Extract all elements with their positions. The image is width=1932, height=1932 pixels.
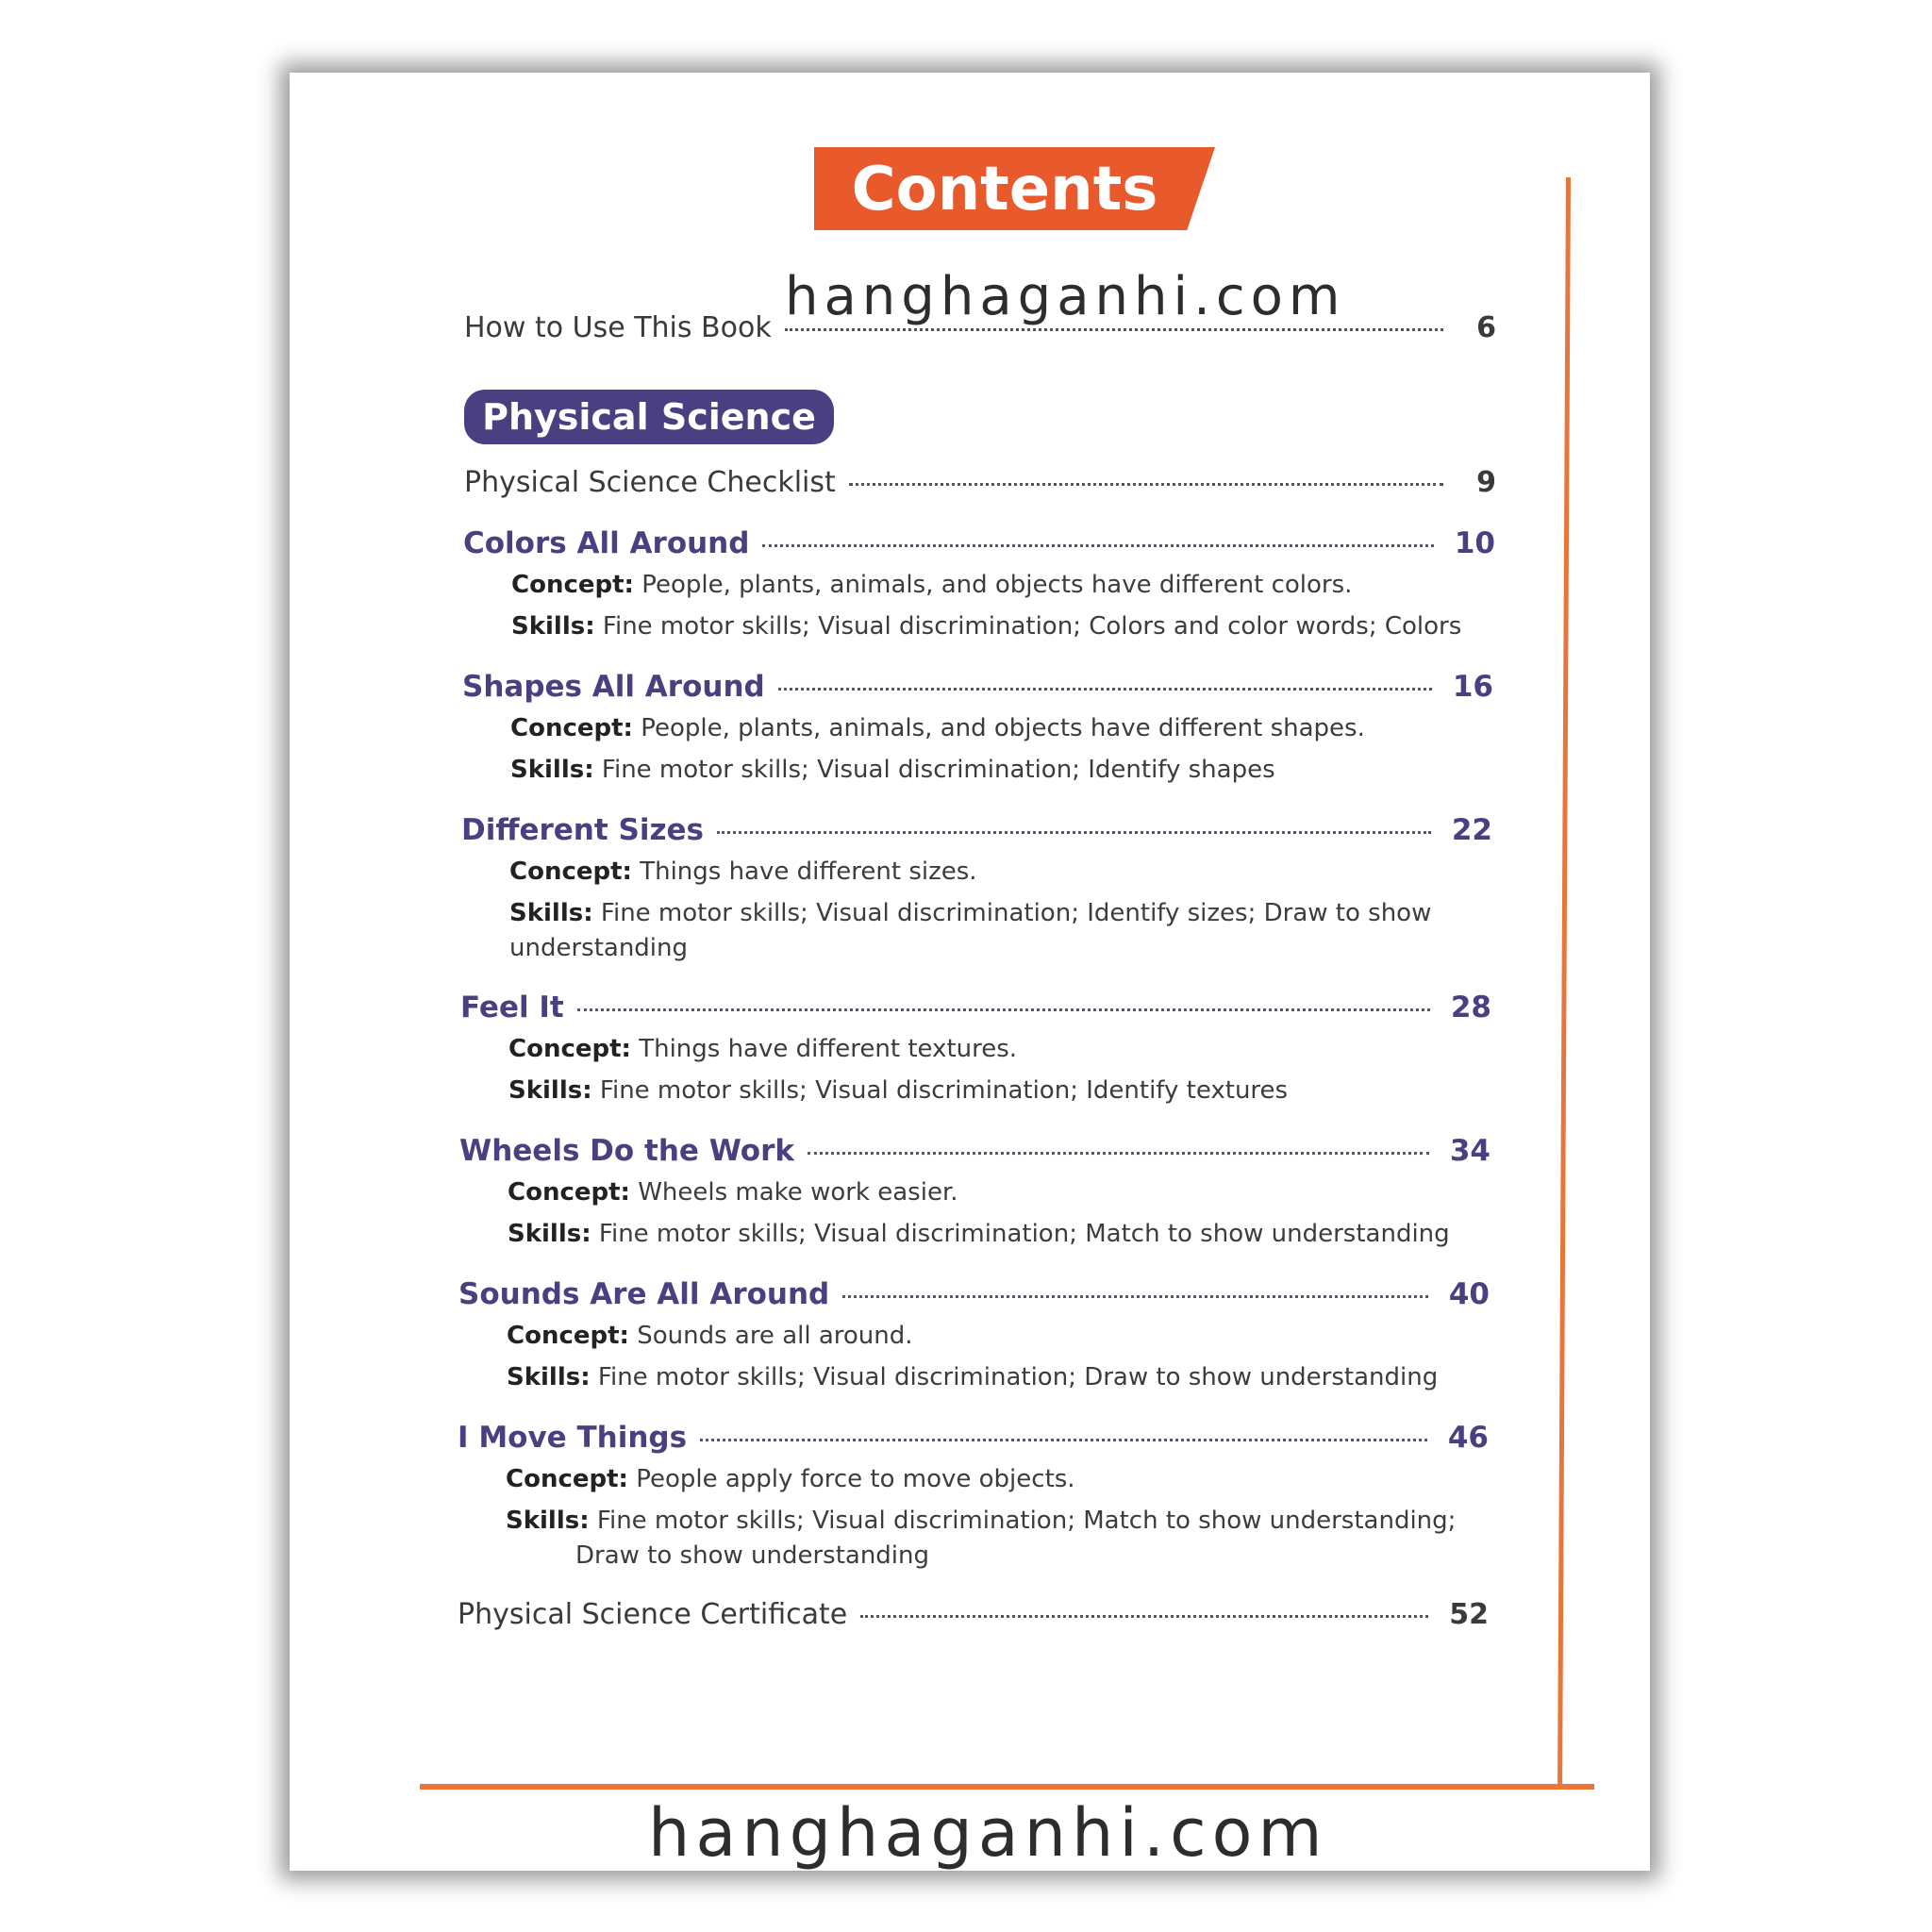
skills-text: Fine motor skills; Visual discrimination; Match to show understanding <box>598 1220 1450 1248</box>
toc-page-number: 16 <box>1452 670 1493 704</box>
concept-text: People, plants, animals, and objects have different colors. <box>641 571 1353 599</box>
toc-page-number: 46 <box>1447 1421 1489 1455</box>
skills-text-cont: Draw to show understanding <box>575 1541 930 1570</box>
lesson-skills <box>511 609 1461 644</box>
lesson-concept <box>511 568 1352 603</box>
lesson-title: I Move Things <box>458 1421 688 1455</box>
dot-leader <box>700 1439 1427 1441</box>
lesson-skills <box>506 1504 1456 1539</box>
lesson-concept <box>508 1032 1017 1067</box>
toc-page-number: 22 <box>1451 813 1492 847</box>
toc-page-number: 52 <box>1449 1598 1489 1631</box>
watermark-bottom: hanghaganhi.com <box>648 1794 1328 1872</box>
concept-text: Wheels make work easier. <box>638 1178 958 1207</box>
toc-entry-label: Physical Science Checklist <box>464 466 836 499</box>
skills-text: Fine motor skills; Visual discrimination; Identify shapes <box>601 756 1275 784</box>
lesson-concept <box>510 711 1365 746</box>
dot-leader <box>778 688 1432 691</box>
skills-text: Fine motor skills; Visual discrimination; Identify textures <box>599 1076 1289 1105</box>
toc-entry-label: How to Use This Book <box>464 311 772 344</box>
dot-leader <box>842 1295 1428 1298</box>
lesson-skills <box>508 1217 1450 1252</box>
concept-label: Concept: <box>510 714 633 742</box>
dot-leader <box>785 328 1443 331</box>
toc-page-number: 28 <box>1450 991 1491 1024</box>
concept-label: Concept: <box>508 1178 630 1207</box>
concept-label: Concept: <box>509 858 632 886</box>
lesson-skills <box>508 1074 1288 1108</box>
concept-text: Things have different textures. <box>639 1035 1018 1063</box>
lesson-skills <box>509 896 1431 931</box>
concept-label: Concept: <box>507 1322 629 1350</box>
dot-leader <box>849 483 1443 486</box>
lesson-concept <box>507 1319 913 1354</box>
lesson-skills <box>510 753 1275 788</box>
lesson-title: Colors All Around <box>463 526 750 560</box>
lesson-title: Shapes All Around <box>462 670 765 704</box>
page-title: Contents <box>851 155 1158 225</box>
skills-text: Fine motor skills; Visual discrimination; Draw to show understanding <box>597 1363 1439 1391</box>
concept-text: Sounds are all around. <box>637 1322 913 1350</box>
toc-lesson-shapes[interactable] <box>462 670 1493 704</box>
lesson-concept <box>508 1175 958 1210</box>
skills-label: Skills: <box>510 756 594 784</box>
toc-lesson-sounds[interactable] <box>458 1277 1490 1311</box>
dot-leader <box>577 1008 1430 1011</box>
skills-label: Skills: <box>511 612 595 641</box>
skills-text: Fine motor skills; Visual discrimination; Match to show understanding; <box>596 1507 1457 1535</box>
toc-entry-certificate[interactable] <box>458 1598 1489 1631</box>
skills-text: Fine motor skills; Visual discrimination; Identify sizes; Draw to show <box>600 899 1432 927</box>
lesson-title: Different Sizes <box>461 813 704 847</box>
skills-label: Skills: <box>507 1363 591 1391</box>
toc-lesson-colors[interactable] <box>463 526 1495 560</box>
lesson-title: Wheels Do the Work <box>459 1134 795 1168</box>
watermark-top: hanghaganhi.com <box>785 266 1346 327</box>
lesson-skills <box>507 1360 1438 1395</box>
lesson-concept <box>509 855 977 890</box>
lesson-skills-continued <box>506 1539 929 1574</box>
toc-page-number: 34 <box>1449 1134 1491 1168</box>
toc-lesson-wheels[interactable] <box>459 1134 1491 1168</box>
toc-entry-checklist[interactable] <box>464 466 1496 499</box>
toc-lesson-sizes[interactable] <box>461 813 1492 847</box>
toc-entry-intro[interactable] <box>464 311 1496 344</box>
skills-label: Skills: <box>509 899 593 927</box>
toc-page-number: 40 <box>1448 1277 1490 1311</box>
concept-label: Concept: <box>508 1035 631 1063</box>
lesson-skills-continued <box>509 931 688 966</box>
concept-label: Concept: <box>506 1465 628 1493</box>
toc-lesson-feel[interactable] <box>460 991 1491 1024</box>
toc-entry-label: Physical Science Certificate <box>458 1598 848 1631</box>
concept-text: People apply force to move objects. <box>636 1465 1075 1493</box>
dot-leader <box>762 544 1433 547</box>
lesson-title: Feel It <box>460 991 564 1024</box>
lesson-title: Sounds Are All Around <box>458 1277 830 1311</box>
lesson-concept <box>506 1462 1075 1497</box>
skills-text-cont: understanding <box>509 934 689 962</box>
concept-label: Concept: <box>511 571 634 599</box>
section-heading: Physical Science <box>464 390 834 444</box>
skills-label: Skills: <box>508 1076 592 1105</box>
toc-lesson-move[interactable] <box>458 1421 1489 1455</box>
skills-label: Skills: <box>508 1220 591 1248</box>
toc-page-number: 9 <box>1476 466 1496 499</box>
skills-text: Fine motor skills; Visual discrimination; Colors and color words; Colors <box>602 612 1462 641</box>
page-frame-bottom <box>420 1784 1594 1790</box>
dot-leader <box>717 831 1431 834</box>
skills-label: Skills: <box>506 1507 590 1535</box>
dot-leader <box>808 1152 1429 1155</box>
concept-text: Things have different sizes. <box>640 858 977 886</box>
concept-text: People, plants, animals, and objects have different shapes. <box>641 714 1365 742</box>
dot-leader <box>860 1615 1428 1618</box>
toc-page-number: 10 <box>1454 526 1495 560</box>
toc-page-number: 6 <box>1476 311 1496 344</box>
